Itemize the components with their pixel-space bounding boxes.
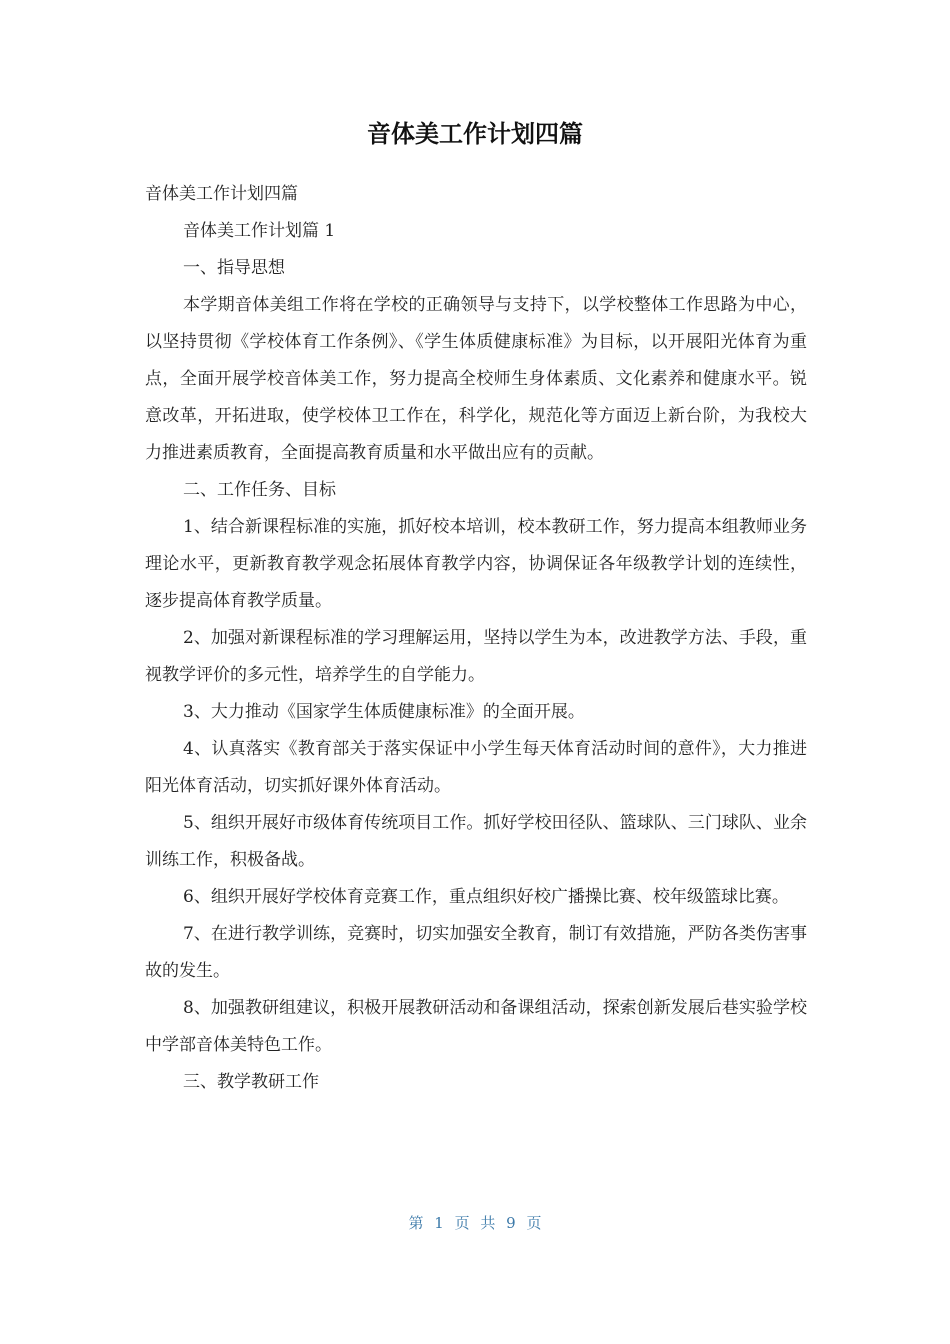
list-item: 3、大力推动《国家学生体质健康标准》的全面开展。 [183,702,585,722]
section-heading: 三、教学教研工作 [183,1072,319,1092]
paragraph: 本学期音体美组工作将在学校的正确领导与支持下，以学校整体工作思路为中心，以坚持贯彻《学校体育工作条例》、《学生体质健康标准》为目标，以开展阳光体育为重点，全面开展学校音体美工作，努力提高全校师生身体素质、文化素养和健康水平。锐意改革，开拓进取，使学校体卫工作在，科学化，规范化等方面迈上新台阶，为我校大力推进素质教育，全面提高教育质量和水平做出应有的贡献。 [145,295,807,463]
document-body [145,176,807,1101]
list-item: 4、认真落实《教育部关于落实保证中小学生每天体育活动时间的意件》，大力推进阳光体育活动，切实抓好课外体育活动。 [145,739,807,796]
page-number: 第 1 页 共 9 页 [408,1214,542,1232]
section-heading: 一、指导思想 [183,258,285,278]
paragraph: 音体美工作计划四篇 [145,184,298,204]
paragraph: 音体美工作计划篇 1 [183,221,336,241]
list-item: 7、在进行教学训练，竞赛时，切实加强安全教育，制订有效措施，严防各类伤害事故的发生。 [145,924,807,981]
list-item: 1、结合新课程标准的实施，抓好校本培训，校本教研工作，努力提高本组教师业务理论水平，更新教育教学观念拓展体育教学内容，协调保证各年级教学计划的连续性，逐步提高体育教学质量。 [145,517,807,611]
list-item: 5、组织开展好市级体育传统项目工作。抓好学校田径队、篮球队、三门球队、业余训练工作，积极备战。 [145,813,807,870]
list-item: 8、加强教研组建议，积极开展教研活动和备课组活动，探索创新发展后巷实验学校中学部音体美特色工作。 [145,998,807,1055]
list-item: 2、加强对新课程标准的学习理解运用，坚持以学生为本，改进教学方法、手段，重视教学评价的多元性，培养学生的自学能力。 [145,628,807,685]
list-item: 6、组织开展好学校体育竞赛工作，重点组织好校广播操比赛、校年级篮球比赛。 [183,887,789,907]
document-title: 音体美工作计划四篇 [367,120,583,148]
section-heading: 二、工作任务、目标 [183,480,336,500]
